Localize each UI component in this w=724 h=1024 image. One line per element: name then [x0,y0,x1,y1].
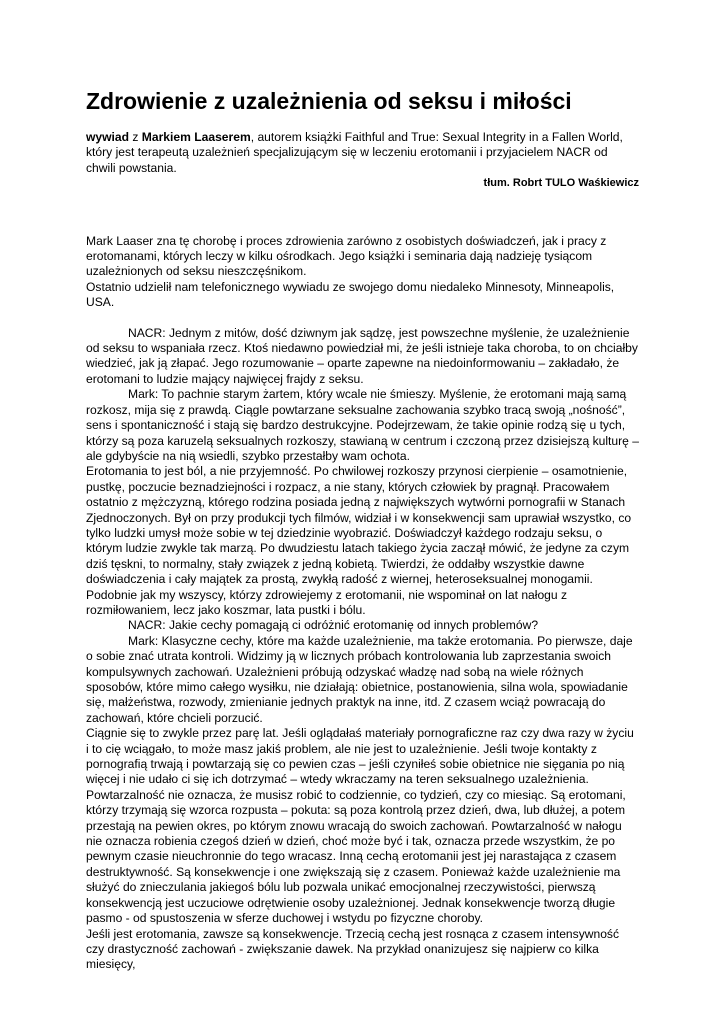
body-paragraph: Erotomania to jest ból, a nie przyjemność. Po chwilowej rozkoszy przynosi cierpienie – osamotnienie, pustkę, poczucie beznadziejności i rozpacz, a nie stany, których człowiek by pragnął. Pracowałem ostatnio z mężczyzną, którego rodzina posiada jedną z największych wytwórni pornografii w Stanach Zjednoczonych. Był on przy produkcji tych filmów, widział i w konsekwencji sam uprawiał wszystko, co tylko ludzki umysł może sobie w tej dziedzinie wyobrazić. Doświadczył każdego rodzaju seksu, o którym ludzie zwykle tak marzą. Po dwudziestu latach takiego życia zaczął mówić, że jedyne za czym dziś tęskni, to normalny, stały związek z jedną kobietą. Twierdzi, że oddałby wszystkie dawne doświadczenia i cały majątek za prostą, zwykłą radość z wiernej, heteroseksualnej monogamii. Podobnie jak my wszyscy, którzy zdrowiejemy z erotomanii, nie wspominał on lat nałogu z rozmiłowaniem, lecz jako koszmar, lata pustki i bólu. [86,464,632,617]
page-title: Zdrowienie z uzależnienia od seksu i miłości [86,88,572,114]
interview-answer: Mark: To pachnie starym żartem, który wcale nie śmieszy. Myślenie, że erotomani mają samą rozkosz, mija się z prawdą. Ciągle powtarzane seksualne zachowania szybko tracą swoją „nośność”, sens i spontaniczność i stają się bardzo destrukcyjne. Podejrzewam, że takie opinie rodzą się u tych, którzy są poza karuzelą seksualnych rozkoszy, stawianą w centrum i czczoną przez dzisiejszą kulturę – ale gdybyście na nią wsiedli, szybko przestałby wam ochota. [86,387,639,463]
interview-question: NACR: Jakie cechy pomagają ci odróżnić erotomanię od innych problemów? [128,618,539,633]
interviewee-name: Markiem Laaserem [141,130,251,144]
interview-answer: Mark: Klasyczne cechy, które ma każde uzależnienie, ma także erotomania. Po pierwsze, daje o sobie znać utrata kontroli. Widzimy ją w licznych próbach kontrolowania lub zaprzestania swoich kompulsywnych zachowań. Uzależnieni próbują odzyskać władzę nad sobą na wiele różnych sposobów, które mimo całego wysiłku, nie działają: obietnice, postanowienia, silna wola, spowiadanie się, małżeństwa, rozwody, zmienianie jednych praktyk na inne, itd. Z czasem wciąż powracają do zachowań, które chcieli porzucić. [86,633,633,725]
intro-text: z [129,130,142,144]
document-page [86,86,639,973]
intro-paragraph [86,130,639,176]
body-paragraph: Mark Laaser zna tę chorobę i proces zdrowienia zarówno z osobistych doświadczeń, jak i pracy z erotomanami, których leczy w kilku ośrodkach. Jego książki i seminaria dają nadzieję tysiącom uzależnionych od seksu nieszczęśnikom. [86,233,607,279]
intro-bold-label: wywiad [86,130,130,144]
paragraph-gap [86,311,639,326]
interview-question: NACR: Jednym z mitów, dość dziwnym jak sądzę, jest powszechne myślenie, że uzależnienie od seksu to wspaniała rzecz. Ktoś niedawno powiedział mi, że jeśli istnieje taka choroba, to on chciałby wiedzieć, jak ją złapać. Jego rozumowanie – oparte zapewne na niedoinformowaniu – zakładało, że erotomani to ludzie mający najwięcej frajdy z seksu. [86,325,638,386]
body-paragraph: Ostatnio udzielił nam telefonicznego wywiadu ze swojego domu niedaleko Minnesoty, Minneapolis, USA. [86,279,615,310]
body-paragraph: Jeśli jest erotomania, zawsze są konsekwencje. Trzecią cechą jest rosnąca z czasem intensywność czy drastyczność zachowań - zwiększanie dawek. Na przykład onanizujesz się najpierw co kilka miesięcy, [86,926,620,972]
translator-credit: tłum. Robrt TULO Waśkiewicz [483,177,639,190]
body-paragraph: Ciągnie się to zwykle przez parę lat. Jeśli oglądałaś materiały pornograficzne raz czy dwa razy w życiu i to cię wciągało, to może masz jakiś problem, ale nie jest to uzależnienie. Jeśli twoje kontakty z pornografią trwają i powtarzają się co pewien czas – jeśli czyniłeś sobie obietnice nie sięgania po nią więcej i nie udało ci się ich dotrzymać – wtedy wkraczamy na teren seksualnego uzależnienia. Powtarzalność nie oznacza, że musisz robić to codziennie, co tydzień, czy co miesiąc. Są erotomani, którzy trzymają się wzorca rozpusta – pokuta: są poza kontrolą przez dzień, dwa, lub dłużej, a potem przestają na pewien okres, po którym znowu wracają do swoich zachowań. Powtarzalność w nałogu nie oznacza robienia czegoś dzień w dzień, choć może być i tak, oznacza przede wszystkim, że po pewnym czasie nieuchronnie do tego wracasz. Inną cechą erotomanii jest jej narastająca z czasem destruktywność. Są konsekwencje i one zwiększają się z czasem. Ponieważ każde uzależnienie ma służyć do znieczulania jakiegoś bólu lub pozwala unikać emocjonalnej rzeczywistości, pierwszą konsekwencją jest uczuciowe odrętwienie osoby uzależnionej. Jednak konsekwencje tworzą długie pasmo - od spustoszenia w sferze duchowej i wstydu po fizyczne choroby. [86,726,634,926]
intro-text: , autorem książki Faithful and True: Sexual Integrity in a Fallen World, który jest terapeutą uzależnień specjalizującym się w leczeniu erotomanii i przyjacielem NACR od chwili powstania. [86,130,623,175]
